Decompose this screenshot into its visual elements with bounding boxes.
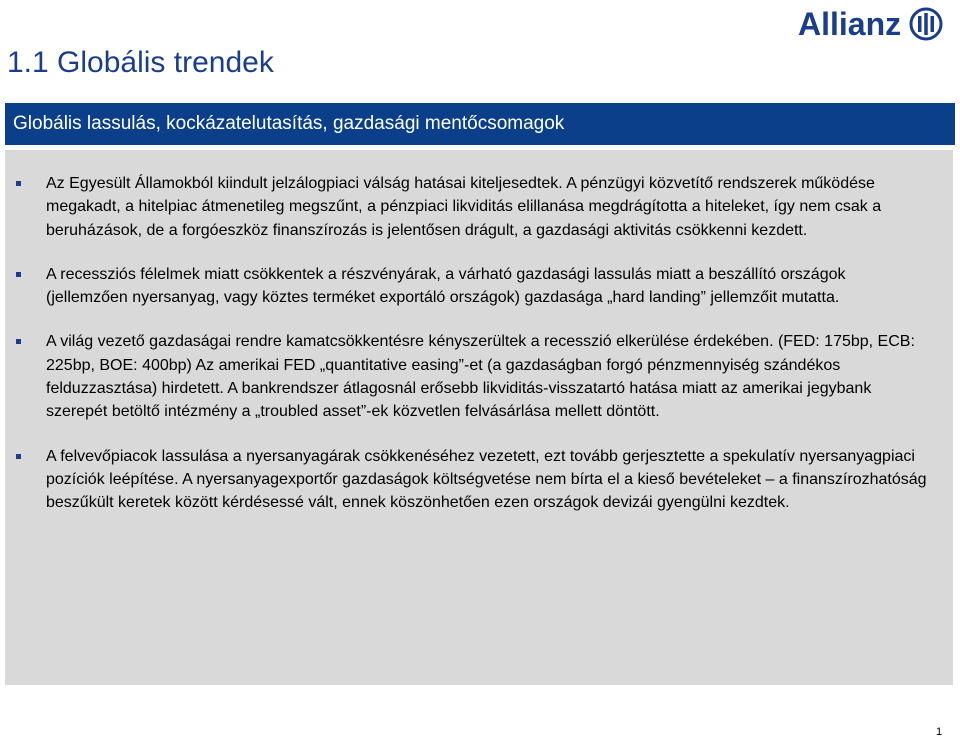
- allianz-logo: [798, 4, 956, 44]
- bullet-marker: [16, 454, 21, 459]
- bullet-marker: [16, 272, 21, 277]
- bullet-marker: [16, 339, 21, 344]
- bullet-text: A felvevőpiacok lassulása a nyersanyagárak csökkenéséhez vezetett, ezt tovább gerjesztette a spekulatív nyersanyagpiaci pozíciók leépítése. A nyersanyagexportőr gazdaságok költségvetése nem bírta el a kieső bevételeket – a finanszírozhatóság beszűkült keretek között kérdésessé vált, ennek köszönhetően ezen országok devizái gyengülni kezdtek.: [46, 447, 927, 512]
- allianz-eagle-icon: [909, 7, 943, 41]
- bullet-item: [5, 445, 953, 515]
- bullet-item: [5, 263, 953, 310]
- bullet-text: Az Egyesült Államokból kiindult jelzálogpiaci válság hatásai kiteljesedtek. A pénzügyi közvetítő rendszerek működése megakadt, a hitelpiac átmenetileg megszűnt, a pénzpiaci likviditás elillanása megdrágította a hiteleket, így nem csak a beruházások, de a forgóeszköz finanszírozás is jelentősen drágult, a gazdasági aktivitás csökkenni kezdett.: [46, 175, 882, 239]
- bullet-item: [5, 330, 953, 423]
- bullet-text: A recessziós félelmek miatt csökkentek a részvényárak, a várható gazdasági lassulás miatt a beszállító országok (jellemzően nyersanyag, vagy köztes terméket exportáló országok) gazdasága „hard landing” jellemzőit mutatta.: [46, 265, 846, 307]
- page-title: 1.1 Globális trendek: [7, 46, 274, 79]
- bullet-marker: [16, 181, 21, 186]
- content-box: [5, 150, 953, 685]
- subtitle-band: [5, 103, 955, 145]
- logo-wordmark: Allianz: [798, 6, 902, 42]
- bullet-item: [5, 172, 953, 242]
- bullet-text: A világ vezető gazdaságai rendre kamatcsökkentésre kényszerültek a recesszió elkerülése érdekében. (FED: 175bp, ECB: 225bp, BOE: 400bp) Az amerikai FED „quantitative easing”-et (a gazdaságban forgó pénzmennyiség szándékos felduzzasztása) hirdetett. A bankrendszer átlagosnál erősebb likviditás-visszatartó hatása miatt az amerikai jegybank szerepét betöltő intézmény a „troubled asset”-ek közvetlen felvásárlása mellett döntött.: [46, 333, 915, 421]
- bullet-list: [5, 172, 953, 536]
- page-number: 1: [936, 726, 943, 738]
- subtitle: Globális lassulás, kockázatelutasítás, gazdasági mentőcsomagok: [13, 113, 565, 134]
